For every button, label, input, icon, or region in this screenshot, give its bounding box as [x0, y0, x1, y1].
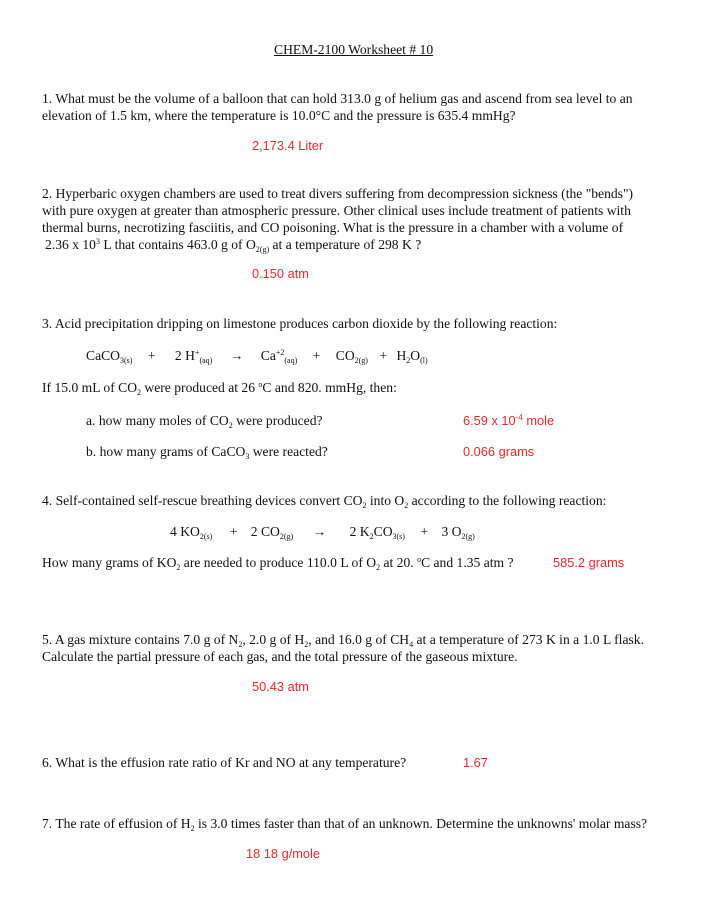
- answer-3b: 0.066 grams: [463, 444, 535, 459]
- question-3-equation: CaCO$_{3(s)}$ + 2 $H^+_{(aq)} \to Ca^{+2}_{(aq)} + CO_{2(g)} + H_2O_{(l)}$: [86, 348, 428, 365]
- question-4-question: How many grams of $KO_2$ are needed to produce 110.0 L of $O_2$ at 20. $^o$C and 1.35 atm ?: [42, 555, 514, 572]
- answer-4: 585.2 grams: [553, 555, 625, 570]
- answer-3a: 6.59 x $10^{-4}$ mole: [463, 413, 555, 428]
- question-5-line-2: Calculate the partial pressure of each gas, and the total pressure of the gaseous mixture.: [42, 649, 518, 664]
- question-6: 6. What is the effusion rate ratio of Kr and NO at any temperature?: [42, 755, 407, 770]
- question-5-line-1: 5. A gas mixture contains 7.0 g of $N_2$, 2.0 g of $H_2$, and 16.0 g of $CH_4$ at a temperature of 273 K in a 1.0 L flask.: [42, 632, 644, 649]
- answer-1: 2,173.4 Liter: [252, 138, 324, 153]
- answer-7: 18 18 g/mole: [246, 846, 320, 861]
- question-7: 7. The rate of effusion of $H_2$ is 3.0 times faster than that of an unknown. Determine the unknowns' molar mass?: [42, 816, 648, 833]
- question-3-conditions: If 15.0 mL of $CO_2$ were produced at 26 $^o$C and 820. mmHg, then:: [42, 380, 397, 397]
- question-3-intro: 3. Acid precipitation dripping on limestone produces carbon dioxide by the following reaction:: [42, 316, 558, 331]
- question-2-line-2: with pure oxygen at greater than atmospheric pressure. Other clinical uses include treatment of patients with: [42, 203, 631, 218]
- answer-5: 50.43 atm: [252, 679, 309, 694]
- question-3a: a. how many moles of $CO_2$ were produced?: [86, 413, 323, 430]
- question-2-line-1: 2. Hyperbaric oxygen chambers are used to treat divers suffering from decompression sickness (the "bends"): [42, 186, 634, 201]
- answer-6: 1.67: [463, 755, 488, 770]
- question-1-line-2: elevation of 1.5 km, where the temperature is 10.0°C and the pressure is 635.4 mmHg?: [42, 108, 516, 123]
- answer-2: 0.150 atm: [252, 266, 309, 281]
- page-title: CHEM-2100 Worksheet # 10: [274, 42, 434, 57]
- question-1-line-1: 1. What must be the volume of a balloon that can hold 313.0 g of helium gas and ascend from sea level to an: [42, 91, 633, 106]
- question-3b: b. how many grams of CaCO$_3$ were reacted?: [86, 444, 328, 461]
- question-2-line-3: thermal burns, necrotizing fasciitis, and CO poisoning. What is the pressure in a chamber with a volume of: [42, 220, 624, 235]
- question-4-intro: 4. Self-contained self-rescue breathing devices convert $CO_2$ into $O_2$ according to the following reaction:: [42, 493, 607, 510]
- question-4-equation: 4 $KO_{2(s)} + 2$ $CO_{2(g)} \to 2$ $K_2CO_{3(s)} + 3$ $O_{2(g)}$: [170, 524, 475, 541]
- question-2-line-4: 2.36 x $10^3$ L that contains 463.0 g of $O_{2(g)}$ at a temperature of 298 K ?: [45, 237, 422, 254]
